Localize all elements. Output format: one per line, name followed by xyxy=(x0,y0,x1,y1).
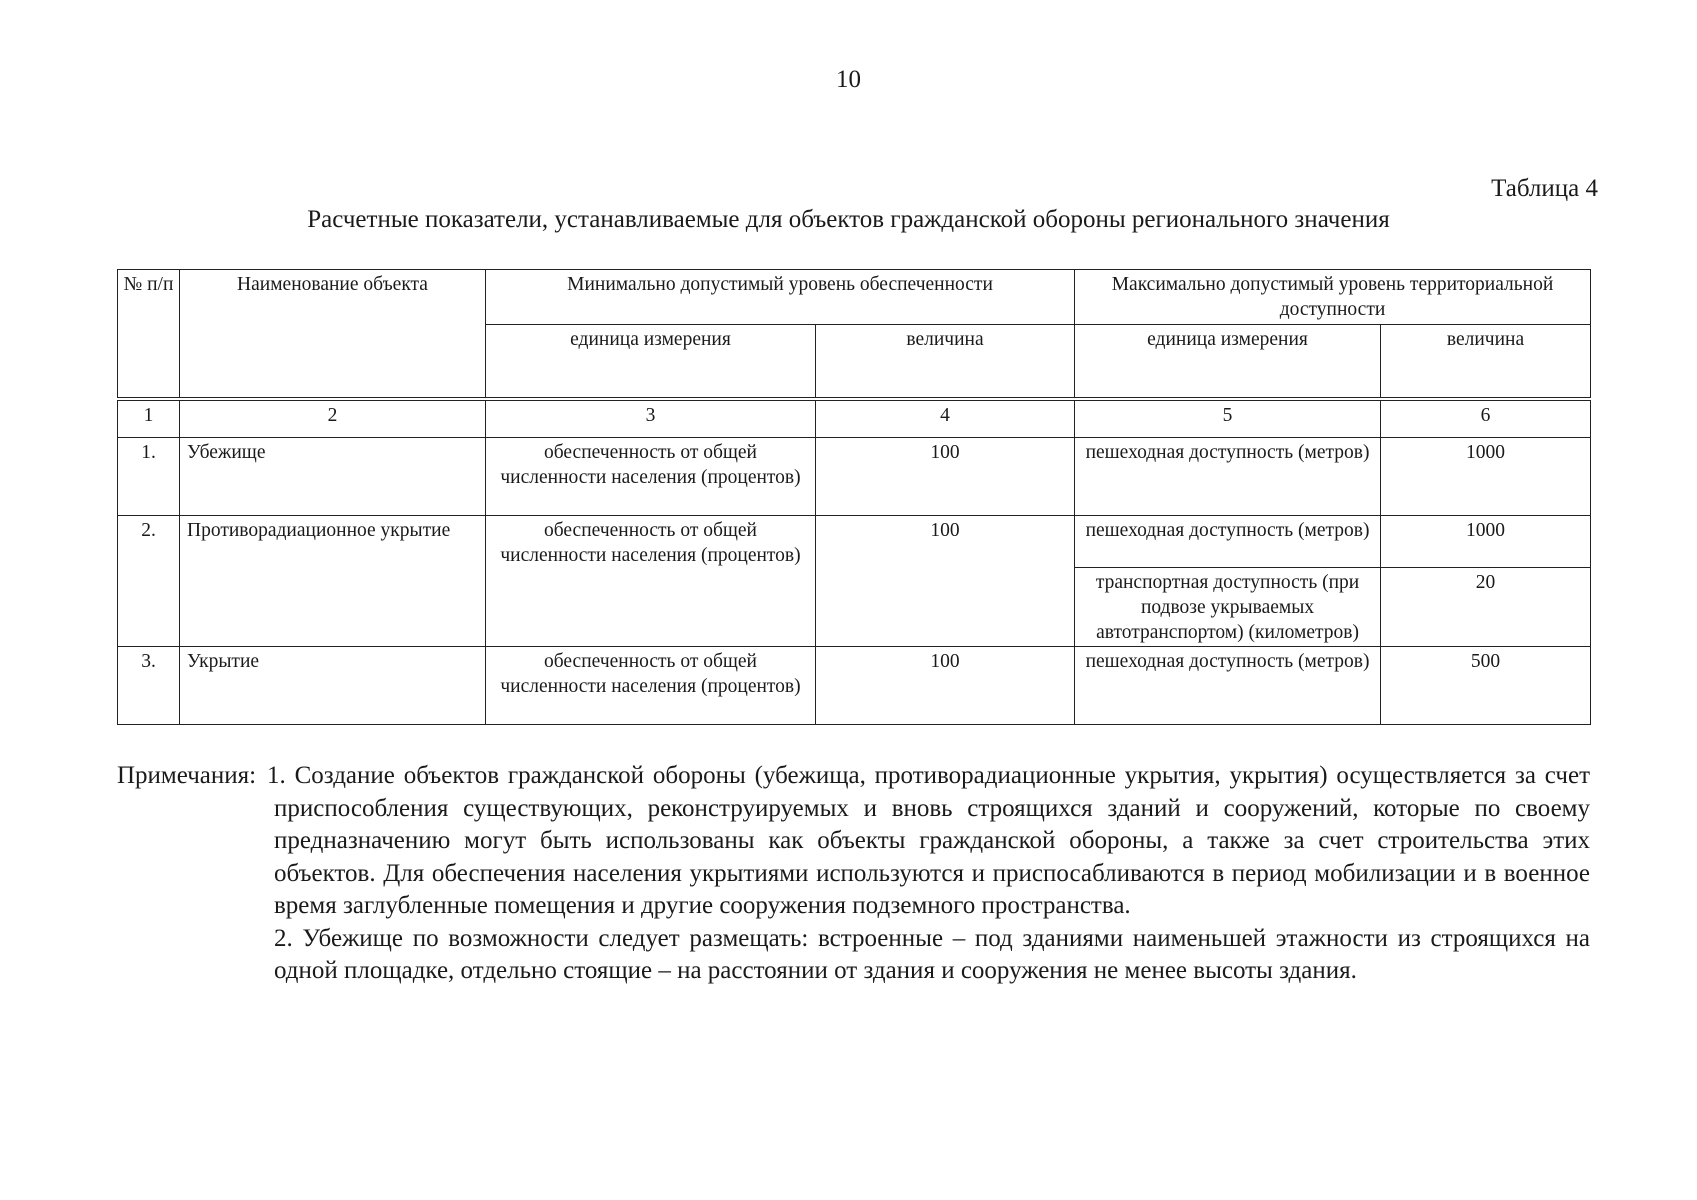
header-min-value: величина xyxy=(816,325,1075,398)
notes-lead: Примечания: xyxy=(117,762,257,789)
table-row xyxy=(118,516,1591,568)
table-row xyxy=(118,647,1591,725)
row-access-value: 500 xyxy=(1381,647,1591,725)
note-text: Создание объектов гражданской обороны (убежища, противорадиационные укрытия, укрытия) осуществляется за счет приспособления существующих, реконструируемых и вновь строящихся зданий и сооружений, которые по своему предназначению могут быть использованы как объекты гражданской обороны, а также за счет строительства этих объектов. Для обеспечения населения укрытиями используются и приспосабливаются в период мобилизации и в военное время заглубленные помещения и другие сооружения подземного пространства. xyxy=(274,762,1590,919)
norms-table xyxy=(117,269,1591,725)
row-name: Противорадиационное укрытие xyxy=(180,516,486,647)
row-access-value: 20 xyxy=(1381,568,1591,647)
note-number: 1. xyxy=(267,762,286,789)
row-access-unit: пешеходная доступность (метров) xyxy=(1075,647,1381,725)
notes-list xyxy=(267,760,1591,988)
note-item xyxy=(274,923,1590,988)
row-access-value: 1000 xyxy=(1381,516,1591,568)
column-number-row xyxy=(118,401,1591,438)
table-row xyxy=(118,438,1591,516)
header-max-unit: единица измерения xyxy=(1075,325,1381,398)
table-title: Расчетные показатели, устанавливаемые для объектов гражданской обороны регионального значения xyxy=(307,206,1390,233)
row-access-unit: пешеходная доступность (метров) xyxy=(1075,516,1381,568)
row-min-unit: обеспеченность от общей численности населения (процентов) xyxy=(486,516,816,647)
header-num: № п/п xyxy=(118,270,180,398)
column-number: 3 xyxy=(486,401,816,438)
column-number: 4 xyxy=(816,401,1075,438)
table-label: Таблица 4 xyxy=(1491,175,1598,202)
row-access-unit: транспортная доступность (при подвозе укрываемых автотранспортом) (километров) xyxy=(1075,568,1381,647)
header-min-level: Минимально допустимый уровень обеспеченности xyxy=(486,270,1075,325)
row-min-value: 100 xyxy=(816,438,1075,516)
notes-section xyxy=(117,760,1590,988)
row-min-value: 100 xyxy=(816,647,1075,725)
column-number: 1 xyxy=(118,401,180,438)
row-min-unit: обеспеченность от общей численности населения (процентов) xyxy=(486,438,816,516)
row-num: 1. xyxy=(118,438,180,516)
row-name: Укрытие xyxy=(180,647,486,725)
note-text: Убежище по возможности следует размещать: встроенные – под зданиями наименьшей этажности из строящихся на одной площадке, отдельно стоящие – на расстоянии от здания и сооружения не менее высоты здания. xyxy=(274,924,1591,984)
header-max-value: величина xyxy=(1381,325,1591,398)
header-min-unit: единица измерения xyxy=(486,325,816,398)
note-number: 2. xyxy=(274,924,293,952)
row-min-value: 100 xyxy=(816,516,1075,647)
row-num: 3. xyxy=(118,647,180,725)
row-access-unit: пешеходная доступность (метров) xyxy=(1075,438,1381,516)
column-number: 5 xyxy=(1075,401,1381,438)
row-name: Убежище xyxy=(180,438,486,516)
column-number: 2 xyxy=(180,401,486,438)
page-number: 10 xyxy=(836,66,861,93)
header-name: Наименование объекта xyxy=(180,270,486,398)
header-max-level: Максимально допустимый уровень территориальной доступности xyxy=(1075,270,1591,325)
row-num: 2. xyxy=(118,516,180,647)
row-access-value: 1000 xyxy=(1381,438,1591,516)
note-item xyxy=(267,760,1590,923)
row-min-unit: обеспеченность от общей численности населения (процентов) xyxy=(486,647,816,725)
column-number: 6 xyxy=(1381,401,1591,438)
table-header-row xyxy=(118,270,1591,325)
